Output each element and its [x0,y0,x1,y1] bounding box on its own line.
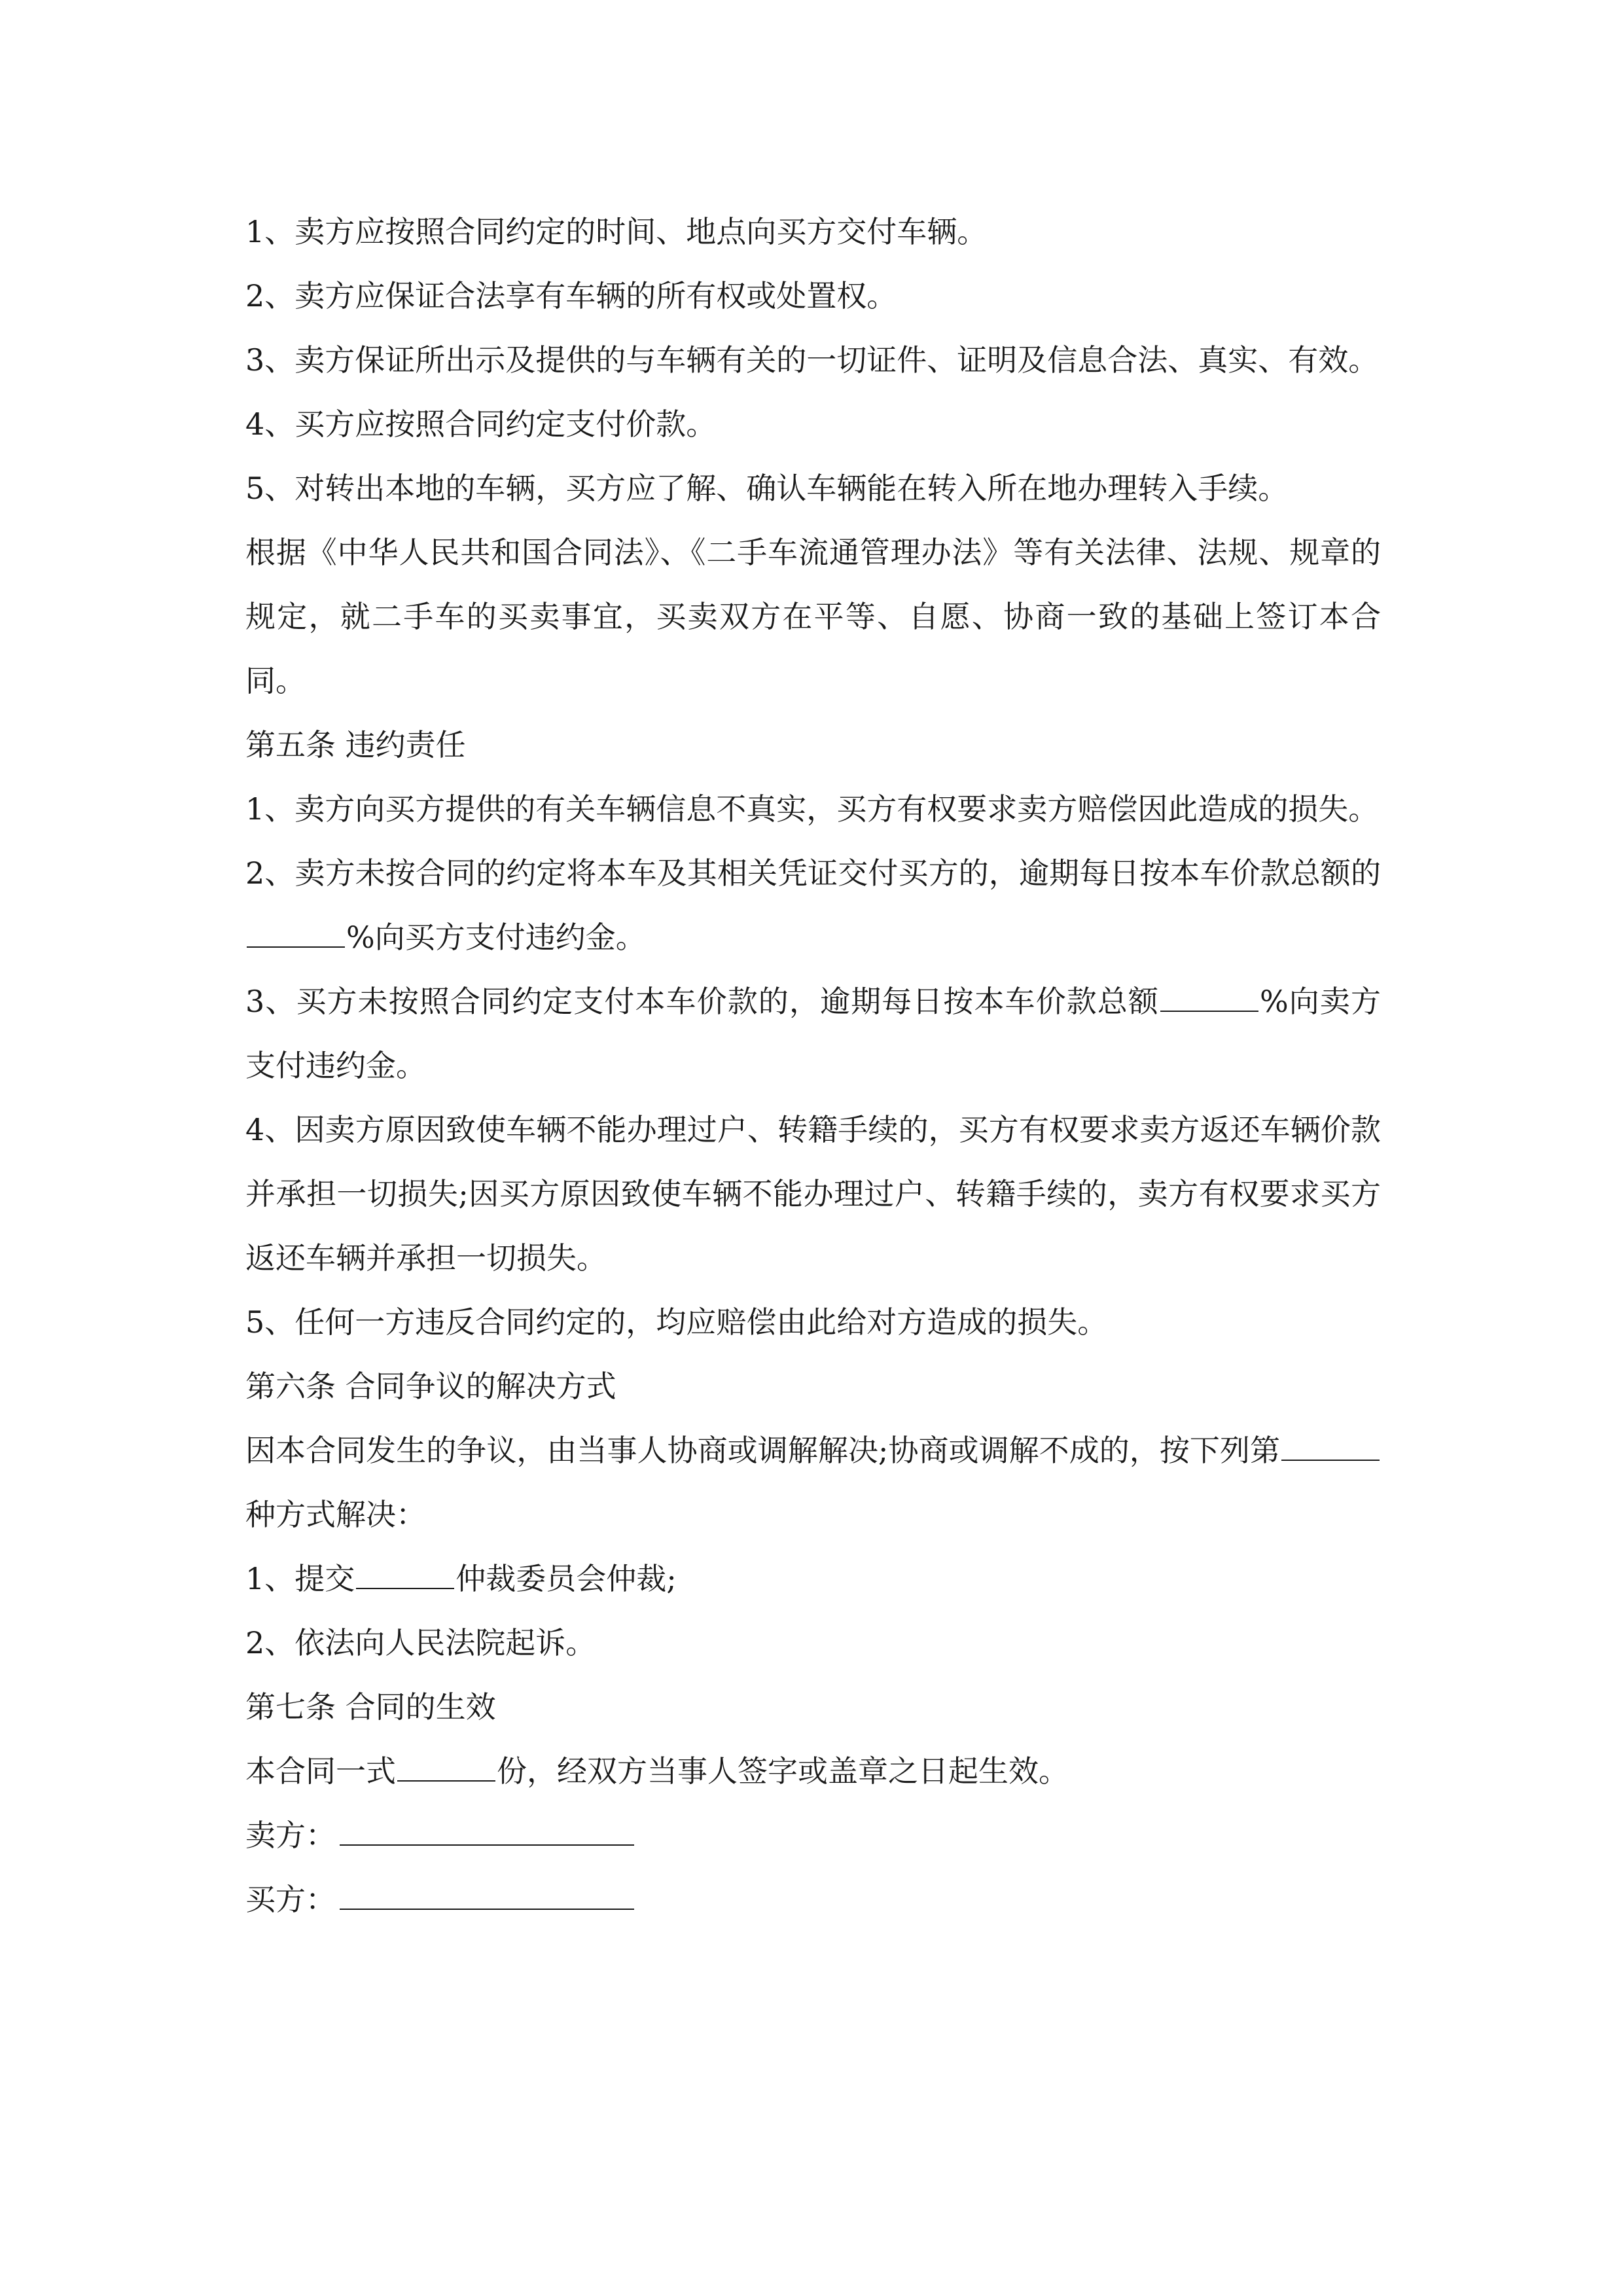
document-body [245,200,1381,1931]
seller-signature-line[interactable] [340,1805,634,1846]
article7-heading: 第七条 合同的生效 [245,1689,496,1725]
seller-signature-row [245,1803,1381,1867]
article6-heading: 第六条 合同争议的解决方式 [245,1369,616,1404]
buyer-signature-line[interactable] [340,1869,634,1910]
article5-item-2-text-a: 2、卖方未按合同的约定将本车及其相关凭证交付买方的，逾期每日按本车价款总额的 [245,855,1381,891]
article5-item-4: 4、因卖方原因致使车辆不能办理过户、转籍手续的，买方有权要求卖方返还车辆价款并承担一切损失;因买方原因致使车辆不能办理过户、转籍手续的，卖方有权要求买方返还车辆并承担一切损失。 [245,1112,1381,1276]
blank-field[interactable] [247,910,345,948]
basis-paragraph: 根据《中华人民共和国合同法》、《二手车流通管理办法》等有关法律、法规、规章的规定，就二手车的买卖事宜，买卖双方在平等、自愿、协商一致的基础上签订本合同。 [245,535,1381,698]
article6-intro [245,1418,1381,1547]
article7-text [245,1739,1381,1803]
article5-item-1: 1、卖方向买方提供的有关车辆信息不真实，买方有权要求卖方赔偿因此造成的损失。 [245,791,1379,827]
article7-text-a: 本合同一式 [245,1753,396,1789]
blank-field[interactable] [1160,974,1258,1012]
buyer-signature-row [245,1867,1381,1931]
seller-obligation-1: 1、卖方应按照合同约定的时间、地点向买方交付车辆。 [245,214,988,249]
article5-item-2 [245,841,1381,969]
article6-option-2: 2、依法向人民法院起诉。 [245,1625,596,1660]
article6-intro-text-a: 因本合同发生的争议，由当事人协商或调解解决;协商或调解不成的，按下列第 [245,1433,1280,1468]
seller-signature-label: 卖方： [245,1818,336,1853]
article5-item-3 [245,969,1381,1098]
article5-heading: 第五条 违约责任 [245,727,466,762]
article6-option-1-text-a: 1、提交 [245,1561,355,1596]
article5-item-2-text-b: %向买方支付违约金。 [346,920,646,955]
blank-field[interactable] [1281,1423,1380,1461]
article5-item-3-text-b: %向卖方支付违约金。 [245,984,1381,1083]
buyer-obligation-4: 4、买方应按照合同约定支付价款。 [245,406,717,442]
article5-item-5: 5、任何一方违反合同约定的，均应赔偿由此给对方造成的损失。 [245,1304,1108,1340]
blank-field[interactable] [356,1551,454,1589]
seller-obligation-2: 2、卖方应保证合法享有车辆的所有权或处置权。 [245,278,897,314]
article6-intro-text-b: 种方式解决： [245,1497,426,1532]
buyer-obligation-5: 5、对转出本地的车辆，买方应了解、确认车辆能在转入所在地办理转入手续。 [245,471,1289,506]
article5-item-3-text-a: 3、买方未按照合同约定支付本车价款的，逾期每日按本车价款总额 [245,984,1159,1019]
article7-text-b: 份，经双方当事人签字或盖章之日起生效。 [497,1753,1069,1789]
buyer-signature-label: 买方： [245,1882,336,1917]
blank-field[interactable] [397,1744,495,1782]
seller-obligation-3: 3、卖方保证所出示及提供的与车辆有关的一切证件、证明及信息合法、真实、有效。 [245,342,1379,378]
article6-option-1-text-b: 仲裁委员会仲裁; [455,1561,677,1596]
article6-option-1 [245,1547,1381,1611]
